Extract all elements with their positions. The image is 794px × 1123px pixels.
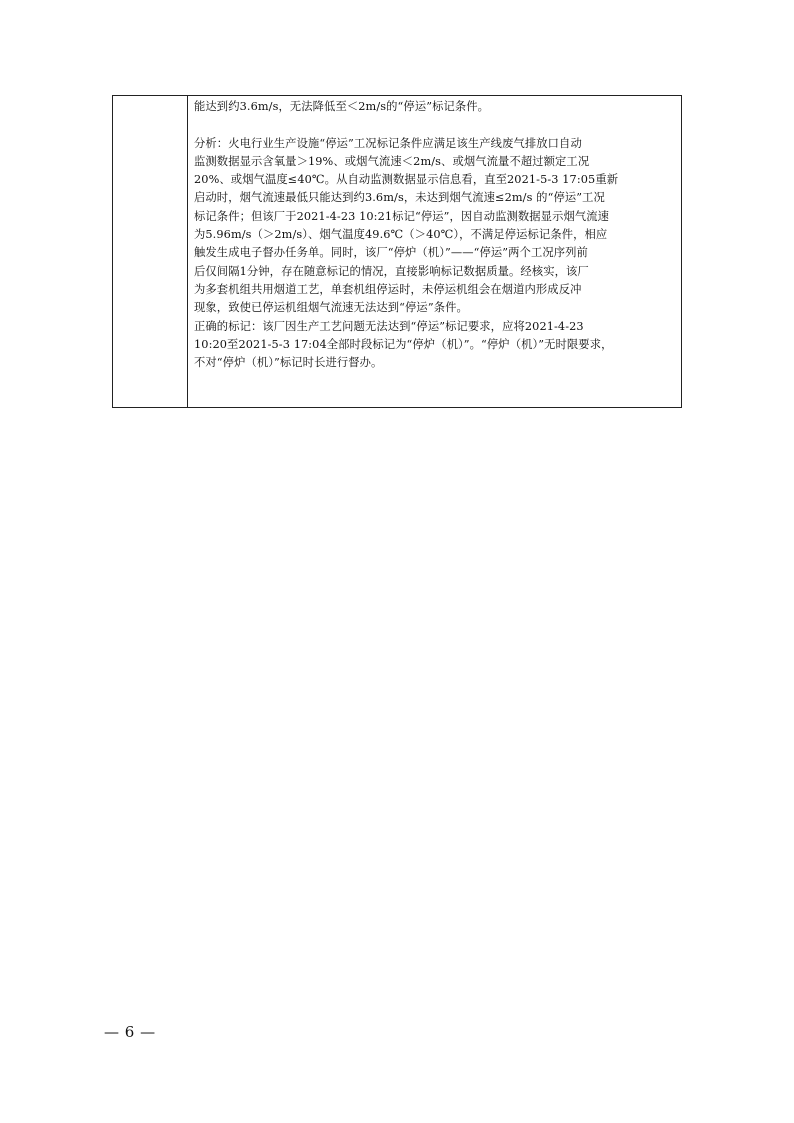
text-line: 不对“停炉（机）”标记时长进行督办。 — [194, 356, 383, 370]
text-line: 触发生成电子督办任务单。同时，该厂“停炉（机）”——“停运”两个工况序列前 — [194, 246, 588, 260]
text-line: 为多套机组共用烟道工艺，单套机组停运时，未停运机组会在烟道内形成反冲 — [194, 282, 582, 296]
text-line: 监测数据显示含氧量＞19%、或烟气流速＜2m/s、或烟气流量不超过额定工况 — [194, 154, 590, 168]
text-line: 能达到约3.6m/s，无法降低至＜2m/s的“停运”标记条件。 — [194, 100, 490, 113]
content-table — [112, 95, 682, 408]
text-line: 启动时，烟气流速最低只能达到约3.6m/s，未达到烟气流速≤2m/s 的“停运”工况 — [194, 191, 605, 205]
page-number: — 6 — — [104, 1023, 156, 1041]
table-right-cell — [188, 96, 682, 408]
text-line: 后仅间隔1分钟，存在随意标记的情况，直接影响标记数据质量。经核实，该厂 — [194, 264, 589, 278]
text-line: 分析：火电行业生产设施“停运”工况标记条件应满足该生产线废气排放口自动 — [194, 136, 582, 150]
text-line: 正确的标记：该厂因生产工艺问题无法达到“停运”标记要求，应将2021-4-23 — [194, 319, 584, 333]
text-line: 标记条件；但该厂于2021-4-23 10:21标记“停运”，因自动监测数据显示烟气流速 — [194, 209, 610, 223]
text-line: 20%、或烟气温度≤40℃。从自动监测数据显示信息看，直至2021-5-3 17:05重新 — [194, 173, 619, 187]
text-line: 10:20至2021-5-3 17:04全部时段标记为“停炉（机）”。“停炉（机）”无时限要求， — [194, 337, 613, 351]
text-line: 为5.96m/s（＞2m/s）、烟气温度49.6℃（＞40℃），不满足停运标记条件，相应 — [194, 228, 608, 242]
table-left-cell — [113, 96, 188, 408]
paragraph-spacer — [194, 116, 675, 134]
text-line: 现象，致使已停运机组烟气流速无法达到“停运”条件。 — [194, 301, 468, 315]
table-row — [113, 96, 682, 408]
